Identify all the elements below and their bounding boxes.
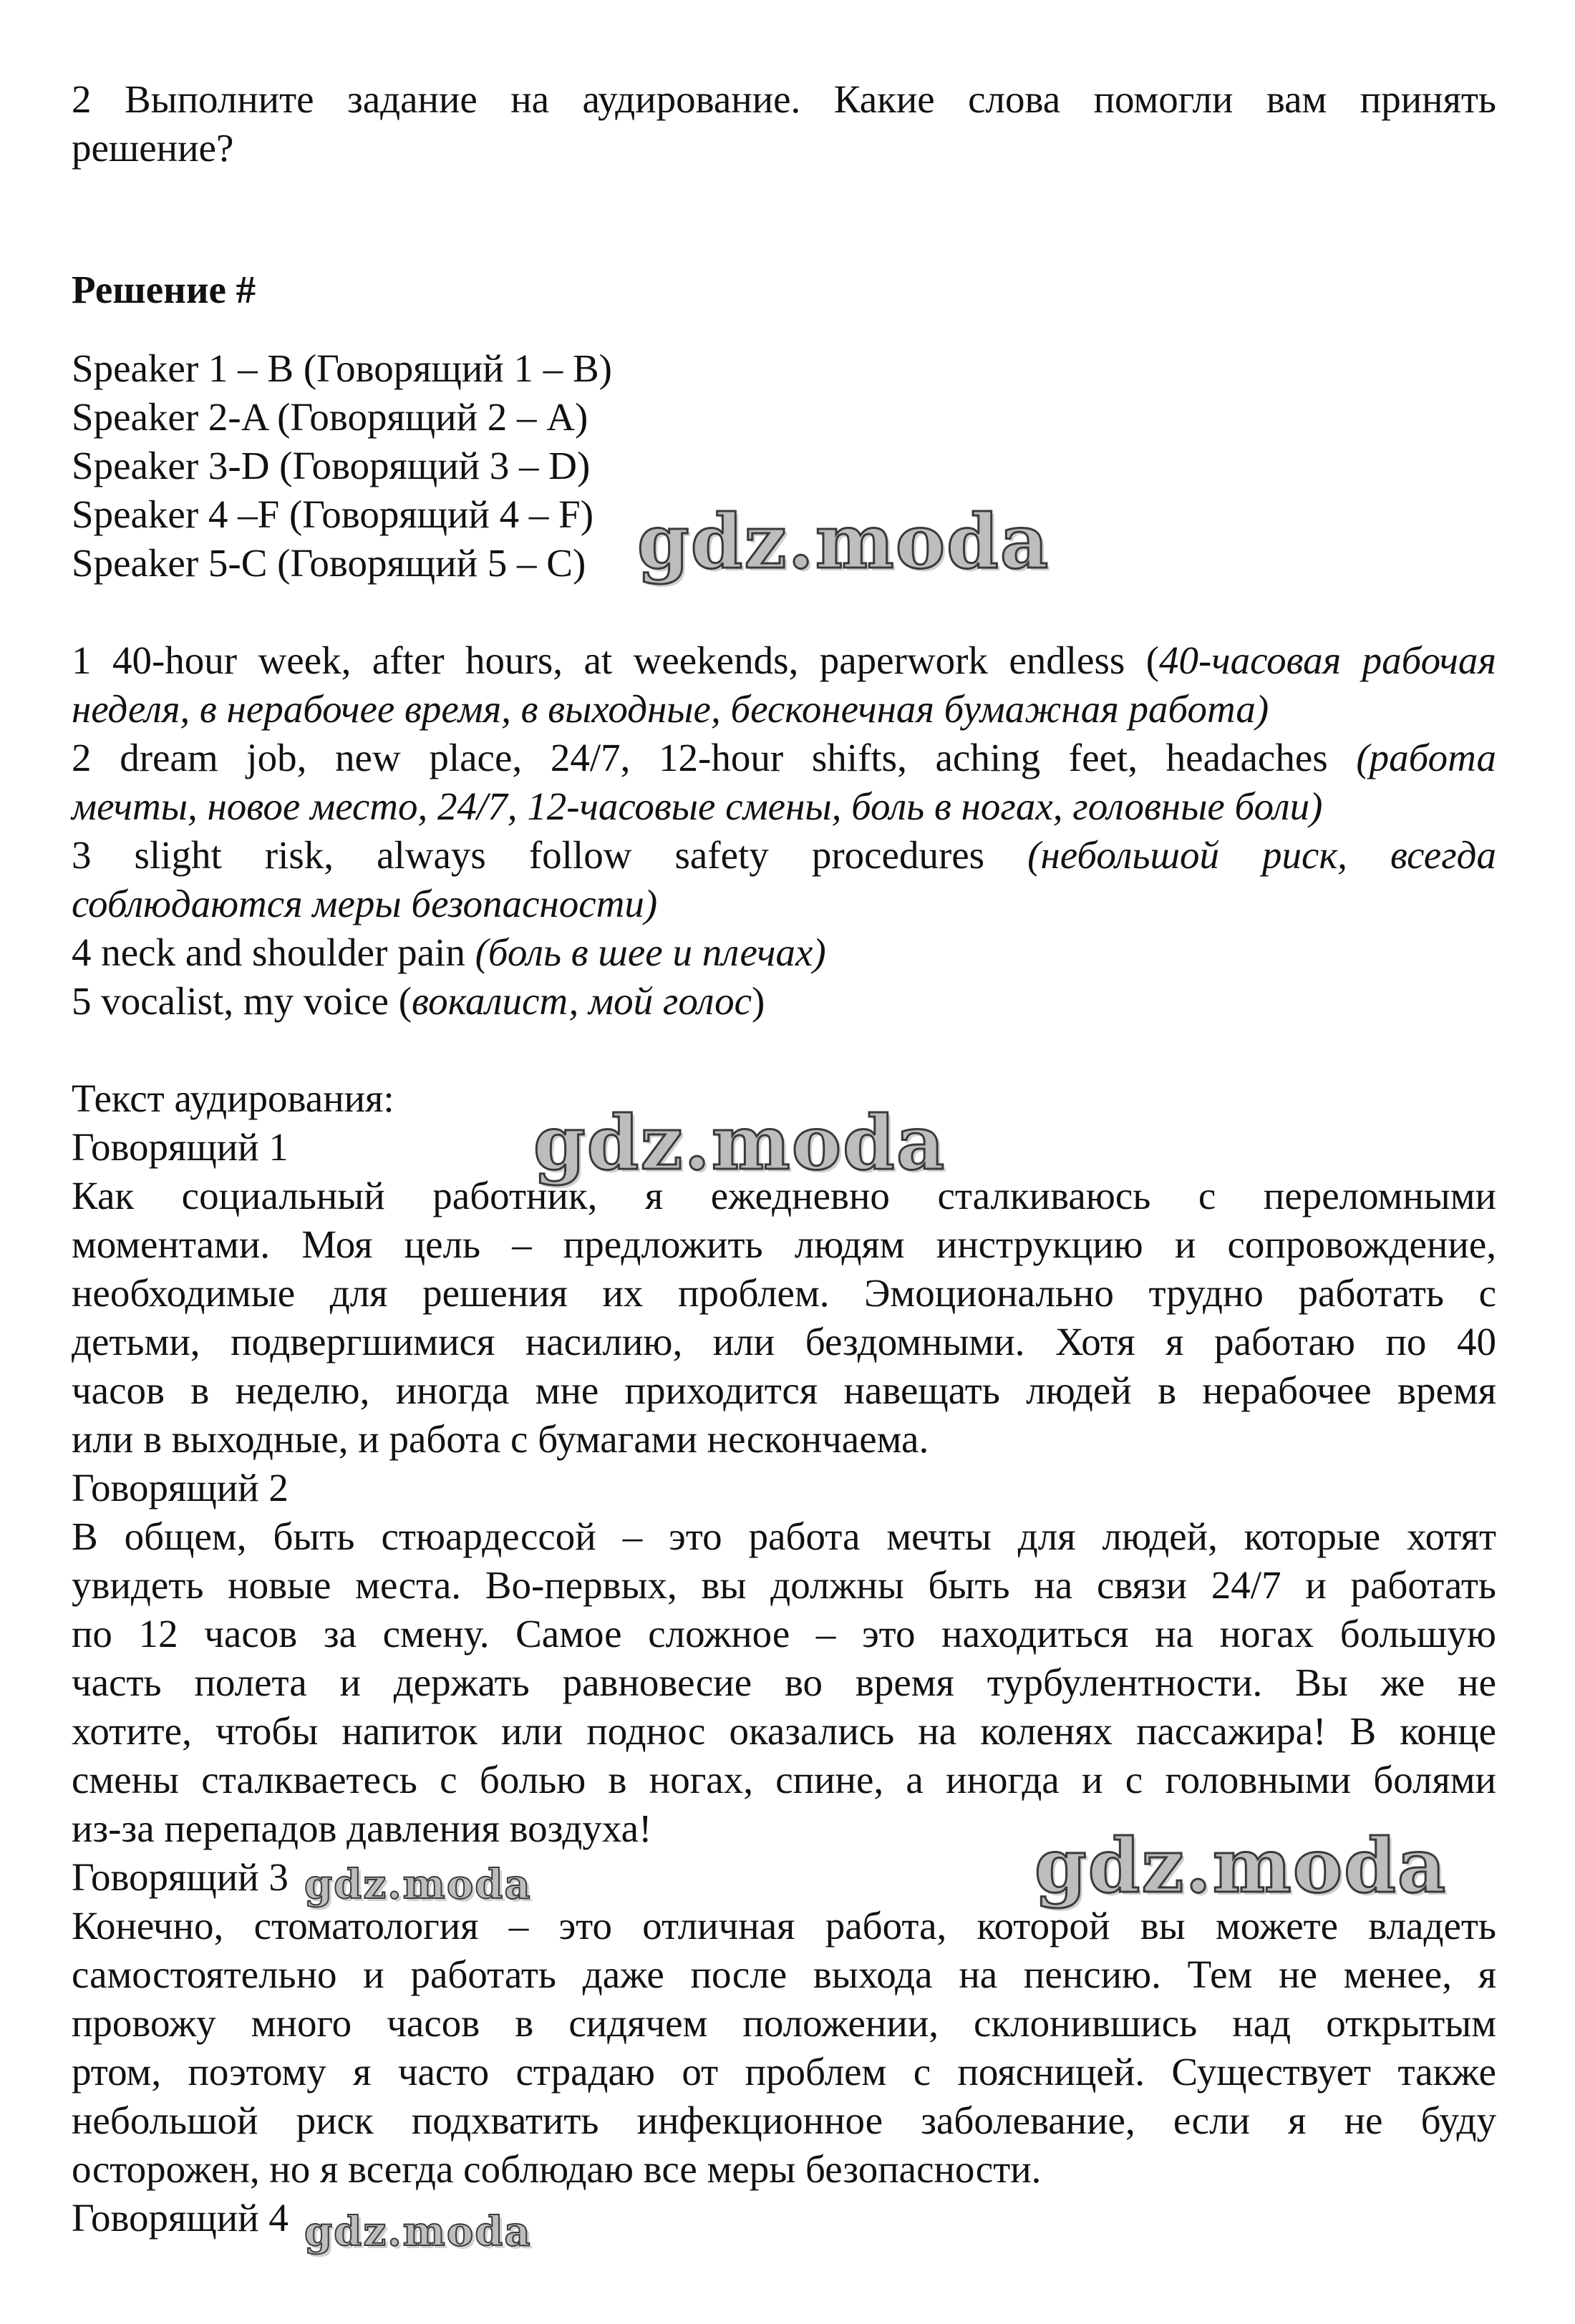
speaker-1-line: необходимые для решения их проблем. Эмоционально трудно работать с bbox=[72, 1271, 1496, 1315]
speaker-2-line: из-за перепадов давления воздуха! bbox=[72, 1807, 652, 1850]
watermark-logo: gdz.moda bbox=[304, 2208, 532, 2255]
speaker-2-line: часть полета и держать равновесие во время турбулентности. Вы же не bbox=[72, 1661, 1496, 1704]
speaker-1-label: Говорящий 1 bbox=[72, 1125, 289, 1169]
keywords-3-line-2: соблюдаются меры безопасности) bbox=[72, 882, 658, 925]
speaker-1-line: детьми, подвергшимися насилию, или бездомными. Хотя я работаю по 40 bbox=[72, 1320, 1496, 1363]
watermark-logo: gdz.moda bbox=[1034, 1822, 1448, 1910]
speaker-3-line: самостоятельно и работать даже после выхода на пенсию. Тем не менее, я bbox=[72, 1953, 1496, 1996]
speaker-4-label: Говорящий 4 bbox=[72, 2196, 289, 2240]
keywords-3-line-1: 3 slight risk, always follow safety procedures (небольшой риск, всегда bbox=[72, 833, 1496, 877]
speaker-2-line: смены сталкваетесь с болью в ногах, спине, а иногда и с головными болями bbox=[72, 1758, 1496, 1802]
keywords-1-line-1: 1 40-hour week, after hours, at weekends, paperwork endless (40-часовая рабочая bbox=[72, 638, 1496, 682]
watermark-logo: gdz.moda bbox=[637, 497, 1050, 585]
speaker-2-line: по 12 часов за смену. Самое сложное – это находиться на ногах большую bbox=[72, 1612, 1496, 1656]
listening-heading: Текст аудирования: bbox=[72, 1076, 394, 1120]
speaker-3-line: осторожен, но я всегда соблюдаю все меры безопасности. bbox=[72, 2147, 1042, 2191]
watermark-logo: gdz.moda bbox=[304, 1861, 532, 1908]
speaker-2-label: Говорящий 2 bbox=[72, 1466, 289, 1509]
task-line-1: 2 Выполните задание на аудирование. Какие слова помогли вам принять bbox=[72, 77, 1496, 121]
keywords-2-line-1: 2 dream job, new place, 24/7, 12-hour shifts, aching feet, headaches (работа bbox=[72, 736, 1496, 779]
watermark-logo: gdz.moda bbox=[533, 1099, 946, 1187]
keywords-4: 4 neck and shoulder pain (боль в шее и плечах) bbox=[72, 930, 826, 974]
listening-text bbox=[72, 1074, 1496, 2242]
speaker-3-label: Говорящий 3 bbox=[72, 1855, 289, 1899]
speaker-1-line: часов в неделю, иногда мне приходится навещать людей в нерабочее время bbox=[72, 1368, 1496, 1412]
keywords-5: 5 vocalist, my voice (вокалист, мой голос) bbox=[72, 979, 765, 1023]
answer-speaker-5: Speaker 5-C (Говорящий 5 – C) bbox=[72, 541, 586, 585]
answer-speaker-2: Speaker 2-A (Говорящий 2 – A) bbox=[72, 395, 588, 439]
speaker-1-line: Как социальный работник, я ежедневно сталкиваюсь с переломными bbox=[72, 1174, 1496, 1217]
solution-heading: Решение # bbox=[72, 268, 256, 311]
speaker-2-line: В общем, быть стюардессой – это работа мечты для людей, которые хотят bbox=[72, 1515, 1496, 1558]
answer-speaker-1: Speaker 1 – B (Говорящий 1 – B) bbox=[72, 346, 612, 390]
speaker-2-line: хотите, чтобы напиток или поднос оказались на коленях пассажира! В конце bbox=[72, 1709, 1496, 1753]
answer-speaker-3: Speaker 3-D (Говорящий 3 – D) bbox=[72, 444, 591, 487]
speaker-3-line: Конечно, стоматология – это отличная работа, которой вы можете владеть bbox=[72, 1904, 1496, 1948]
speaker-2-line: увидеть новые места. Во-первых, вы должны быть на связи 24/7 и работать bbox=[72, 1563, 1496, 1607]
speaker-3-line: провожу много часов в сидячем положении, склонившись над открытым bbox=[72, 2001, 1496, 2045]
speaker-3-line: ртом, поэтому я часто страдаю от проблем с поясницей. Существует также bbox=[72, 2050, 1496, 2094]
keywords-1-line-2: неделя, в нерабочее время, в выходные, бесконечная бумажная работа) bbox=[72, 687, 1269, 731]
keywords-list bbox=[72, 636, 1496, 1026]
speaker-1-line: моментами. Моя цель – предложить людям инструкцию и сопровождение, bbox=[72, 1222, 1496, 1266]
keywords-2-line-2: мечты, новое место, 24/7, 12-часовые смены, боль в ногах, головные боли) bbox=[72, 784, 1323, 828]
speaker-3-line: небольшой риск подхватить инфекционное заболевание, если я не буду bbox=[72, 2099, 1496, 2142]
speaker-1-line: или в выходные, и работа с бумагами нескончаема. bbox=[72, 1417, 929, 1461]
task-line-2: решение? bbox=[72, 126, 234, 170]
answer-speaker-4: Speaker 4 –F (Говорящий 4 – F) bbox=[72, 492, 594, 536]
